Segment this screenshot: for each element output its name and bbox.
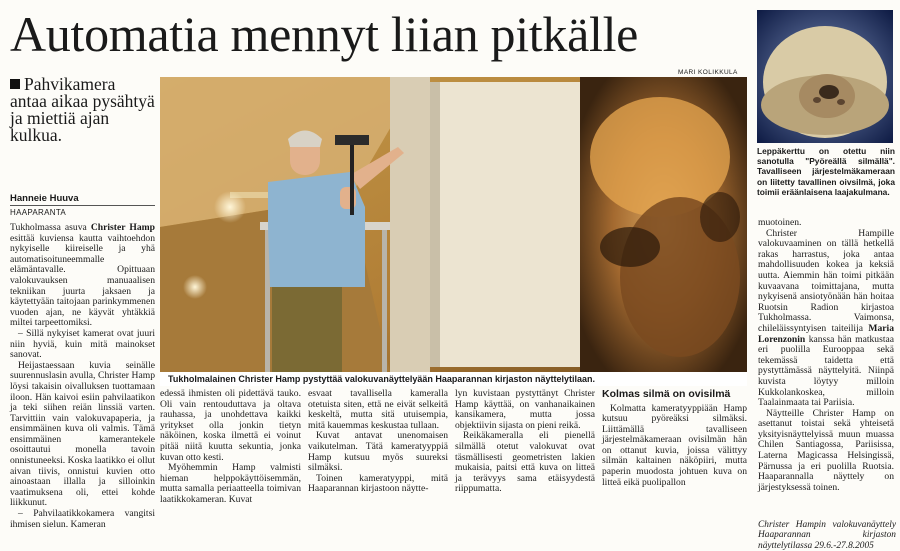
kicker-text: Pahvikamera antaa aikaa pysähtyä ja miettiä ajan kulkua. (10, 74, 155, 145)
col5-paragraph-1: Kolmatta kameratyyppiään Hamp kutsuu pyöreäksi silmäksi. Liittämällä tavalliseen järjestelmäkameraan ovisilmän hän on ottanut kuvia, joissa välittyy silmän kaltainen näköpiiri, mutta paperin muodosta johtuen kuva on litteä eikä puolipallon (602, 402, 747, 488)
col1-paragraph-1: Tukholmassa asuva Christer Hamp esittää kuviensa kautta vaihtoehdon nykyiselle kiireiselle ja yhä automatisoituneemmalle elämäntavalle. Opittuaan valokuvauksen manuaalisen tekniikan juurta jaksaen ja käytettyään taitojaan parinkymmenen vuoden ajan, ne käyvät yhtäkkiä miltei tarpeettomiksi. (10, 222, 155, 329)
main-photo-illustration (160, 77, 747, 372)
main-photo (160, 77, 747, 372)
col1-paragraph-3: Heijastaessaan kuvia seinälle suurennuslasin avulla, Christer Hamp löysi takaisin oivalluksen tuottamaan iloon. Hän kaivoi esiin pahvilaatikon ja teki siihen reiän linssiä varten. Tarvittiin vain valokuvapaperia, ja ensimmäinen kuva oli valmis. Tämä ensimmäinen kamerantekele osoittautui monella tavoin onnistuneeksi. Koska laatikko ei ollut aivan tiivis, onnistui kuvien otto ainoastaan illalla ja silloinkin vaatimuksena oli, ettei kohde liikkunut. (10, 359, 155, 509)
kicker (10, 76, 155, 144)
col3-paragraph-1: esvaat tavallisella kameralla otetuista siten, että ne eivät selkeitä keskeltä, mutta sitä utuisempia, mitä kauemmas keskustaa tullaan. (308, 388, 448, 431)
col1-paragraph-2: – Sillä nykyiset kamerat ovat juuri niin hyviä, kuin mitä mainokset sanovat. (10, 327, 155, 361)
small-photo-illustration (757, 10, 893, 143)
main-photo-caption: Tukholmalainen Christer Hamp pystyttää valokuvanäyttelyään Haaparannan kirjaston näyttelytilaan. (160, 372, 747, 386)
col1-paragraph-4: – Pahvilaatikkokamera vangitsi ihmisen sielun. Kameran (10, 508, 155, 530)
byline-author: Hanneie Huuva (10, 193, 79, 204)
photo-credit: MARI KOLIKKULA (678, 69, 738, 76)
col6-paragraph-2: Näytteille Christer Hamp on asettanut toistai sekä yhteisetä yksityisnäyttelyissä muun muassa Chilen Santiagossa, Pariisissa, Laterna Magicassa Helsingissä, Pärnussa ja eri puolilla Ruotsia. Haaparannalla näyttely on järjestyksessä toinen. (758, 407, 894, 493)
article-column-4 (455, 389, 595, 495)
person-name: Christer Hamp (90, 222, 155, 233)
byline-rule (10, 205, 155, 206)
col4-paragraph-2: Reikäkameralla eli pienellä silmällä otetut valokuvat ovat täsmällisesti geometristen lakien mukaisia, paitsi että kuva on litteä ja terävyys sama etäisyydestä riippumatta. (455, 430, 595, 495)
col3-paragraph-2: Kuvat antavat unenomaisen vaikutelman. Tätä kameratyyppiä Hamp kutsuu myös suureksi silmäksi. (308, 430, 448, 474)
headline: Automatia mennyt liian pitkälle (10, 6, 639, 62)
exhibition-note: Christer Hampin valokuvanäyttely Haaparannan kirjaston näyttelytilassa 29.6.-27.8.2005 (758, 520, 896, 551)
col2-paragraph-2: Myöhemmin Hamp valmisti hieman helppokäyttöisemmän, mutta samalla periaatteella toimivan laatikkokameran. Kuvat (160, 462, 301, 505)
col4-paragraph-1: lyn kuvistaan pystyttänyt Christer Hamp käyttää, on vanhanaikainen kansikamera, mutta jossa objektiivin sijasta on pieni reikä. (455, 388, 595, 431)
person-name: Maria Lorenzonin (758, 322, 894, 345)
col2-paragraph-1: edessä ihmisten oli pidettävä tauko. Oli vain rentouduttava ja oltava rauhassa, ja unohdettava kaikki yritykset olla jonkin tietyn näköinen, koska ilmettä ei voinut pitää niitä kuutta sekuntia, jonka kuvan otto kesti. (160, 388, 301, 463)
article-column-5 (602, 389, 747, 488)
small-photo-caption: Leppäkerttu on otettu niin sanotulla "Pyöreällä silmällä". Tavalliseen järjestelmäkameraan on liitetty tavallinen oivsilmä, joka toimii eräänlaisena laajakulmana. (757, 146, 895, 197)
article-column-1 (10, 223, 155, 530)
article-column-2 (160, 389, 301, 506)
col6-paragraph-0: muotoinen. (758, 217, 802, 228)
article-column-3 (308, 389, 448, 495)
bullet-square-icon (10, 79, 20, 89)
small-photo (757, 10, 893, 143)
col6-paragraph-1: Christer Hampille valokuvaaminen on tällä hetkellä rakas harrastus, joka antaa mahdollisuuden kokea ja keksiä uutta. Aiemmin hän toimi pitkään kuvaavana toimittajana, mutta nykyisenä ansiotyönään hän hoitaa Ruotsin Radion kirjastoa Tukholmassa. Vaimonsa, chileläissyntyisen taiteilija Maria Lorenzonin kanssa hän matkustaa eri puolilla Eurooppaa sekä tekemässä taidetta että pystyttämässä näyttelyitä. Niinpä kuvista löytyy milloin Kukkolankoskea, milloin Taalainmaata tai Pariisia. (758, 227, 894, 409)
byline-place: HAAPARANTA (10, 208, 67, 217)
subheading: Kolmas silmä on ovisilmä (602, 388, 731, 400)
col3-paragraph-3: Toinen kameratyyppi, mitä Haaparannan kirjastoon näytte- (308, 472, 448, 495)
article-column-6 (758, 218, 894, 493)
